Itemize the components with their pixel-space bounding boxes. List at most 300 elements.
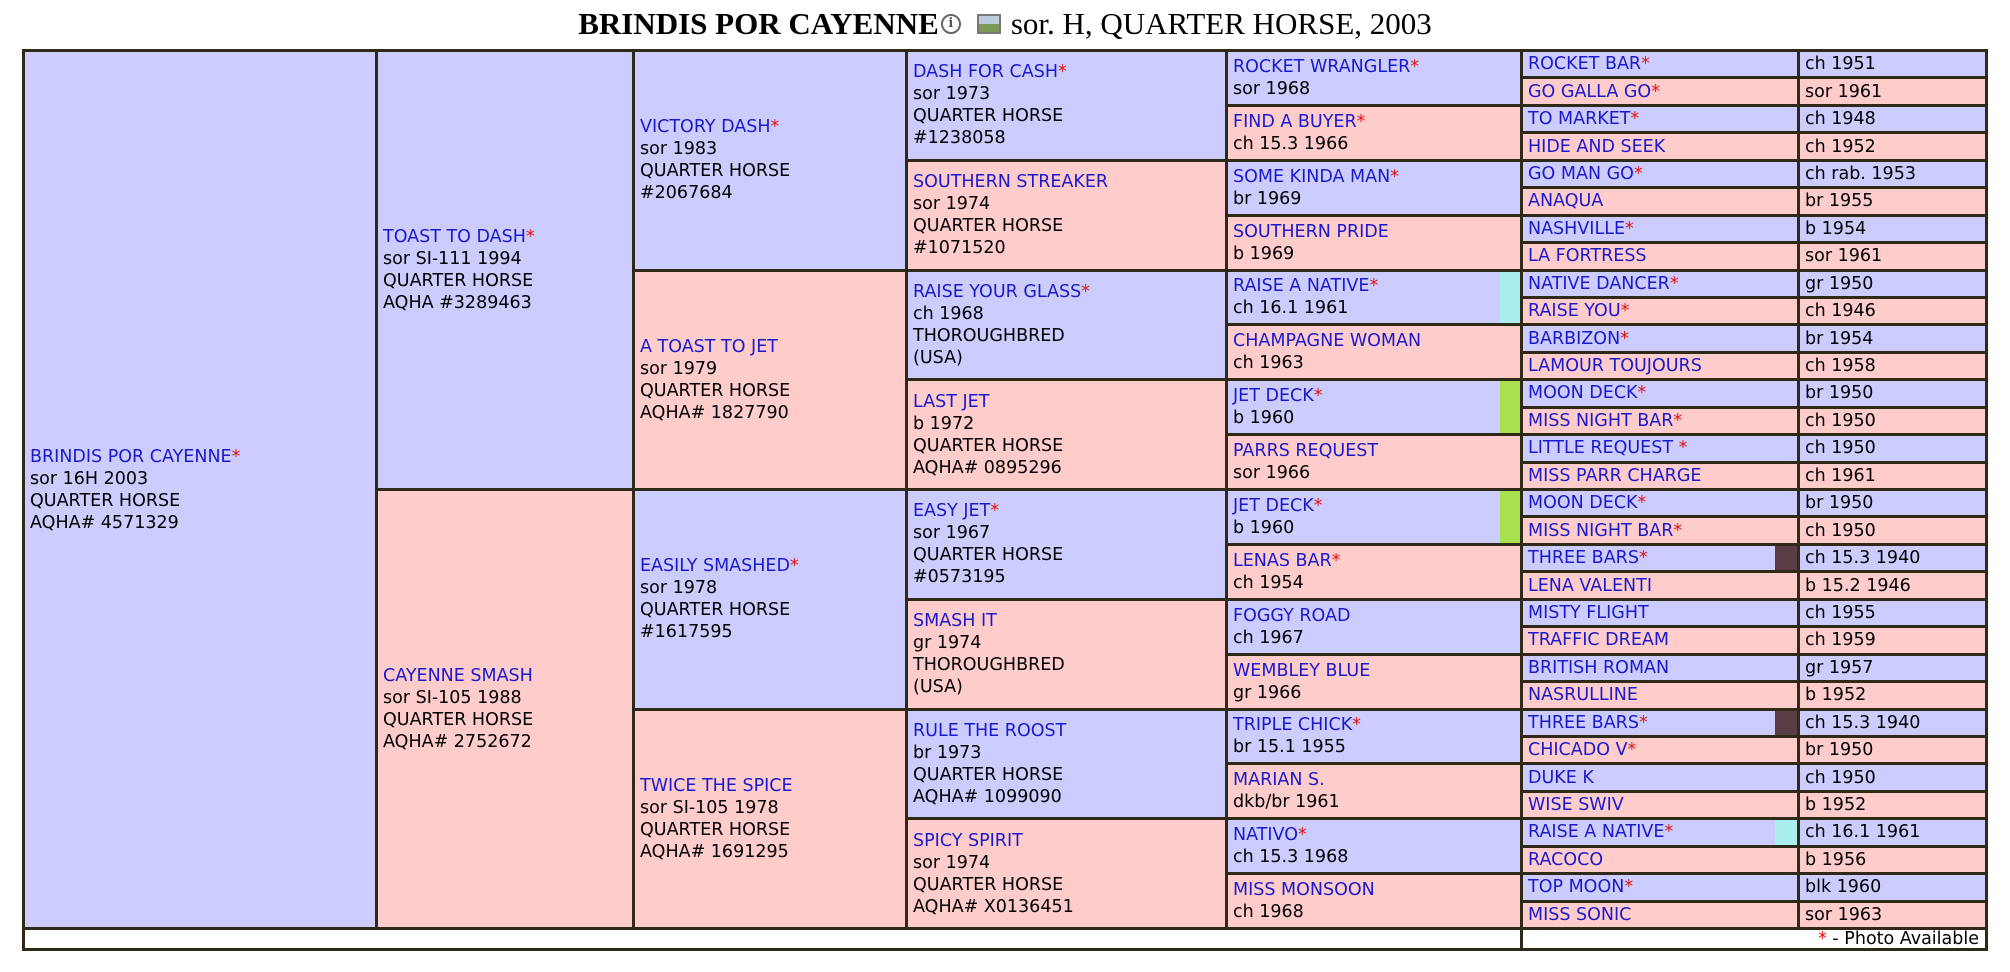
gen6-detail-cell (1800, 381, 1985, 405)
horse-name-link[interactable]: CAYENNE SMASH (383, 666, 533, 686)
horse-name-line (1233, 56, 1518, 78)
horse-detail: QUARTER HORSE (640, 380, 791, 401)
horse-name-line (1233, 385, 1518, 407)
horse-name-link[interactable]: DUKE K (1528, 767, 1594, 788)
gen6-name-cell[interactable] (1523, 518, 1797, 542)
gen6-detail-text: br 1955 (1805, 191, 1874, 212)
gen5-cell[interactable] (1228, 381, 1520, 433)
gen4-cell[interactable] (908, 272, 1225, 379)
gen5-cell[interactable] (1228, 52, 1520, 104)
gen6-name-cell[interactable] (1523, 79, 1797, 103)
horse-name-link[interactable]: A TOAST TO JET (640, 336, 778, 357)
horse-name-line (1528, 492, 1795, 514)
gen6-detail-text: br 1954 (1805, 328, 1874, 349)
horse-name-link[interactable]: TRAFFIC DREAM (1528, 630, 1669, 651)
gen6-entry (1528, 273, 1795, 295)
horse-name-line (913, 610, 1223, 632)
horse-detail: AQHA# 2752672 (383, 732, 532, 752)
gen1-cell[interactable] (25, 52, 375, 927)
horse-name-line (640, 336, 903, 358)
horse-name-link[interactable]: GO MAN GO (1528, 163, 1634, 184)
horse-name-line (1233, 879, 1518, 901)
horse-name-line (1528, 629, 1795, 651)
photo-star-icon: * (1641, 54, 1650, 75)
photo-star-icon: * (1313, 386, 1323, 407)
gen6-name-cell[interactable] (1523, 656, 1797, 680)
horse-detail: QUARTER HORSE (640, 819, 791, 840)
gen5-entry (1233, 385, 1518, 429)
horse-name-link[interactable]: JET DECK (1233, 386, 1314, 407)
gen6-name-cell[interactable] (1523, 491, 1797, 515)
gen6-detail-cell (1800, 518, 1985, 542)
horse-name-line (1528, 245, 1795, 267)
horse-name-link[interactable]: FIND A BUYER (1233, 111, 1357, 132)
gen6-entry (1528, 328, 1795, 350)
gen5-cell[interactable] (1228, 711, 1520, 763)
horse-name-link[interactable]: MISS NIGHT BAR (1528, 410, 1674, 431)
gen6-detail-text: ch 16.1 1961 (1805, 822, 1921, 843)
horse-name-link[interactable]: CHAMPAGNE WOMAN (1233, 331, 1422, 352)
gen6-entry (1528, 53, 1795, 75)
gen5-cell[interactable] (1228, 107, 1520, 159)
photo-star-icon: * (1651, 81, 1660, 102)
horse-name-link[interactable]: BRITISH ROMAN (1528, 657, 1670, 678)
horse-name-line (1528, 739, 1795, 761)
gen4-cell[interactable] (908, 381, 1225, 488)
gen5-entry (1233, 166, 1518, 210)
horse-name-line (1233, 111, 1518, 133)
gen6-detail-text: b 1954 (1805, 218, 1867, 239)
photo-star-icon: * (231, 446, 241, 467)
photo-star-icon: * (1630, 109, 1640, 130)
horse-name-link[interactable]: EASY JET (913, 501, 991, 522)
horse-name-link[interactable]: SOUTHERN STREAKER (913, 172, 1109, 193)
color-swatch (1500, 381, 1520, 433)
horse-detail: sor 16H 2003 (30, 468, 149, 489)
gen6-entry (1528, 794, 1795, 816)
horse-name-link[interactable]: MOON DECK (1528, 383, 1638, 404)
color-swatch (1775, 546, 1797, 570)
horse-name-line (1528, 767, 1795, 789)
gen5-entry (1233, 221, 1518, 265)
horse-detail: sor SI-111 1994 (383, 249, 522, 269)
gen5-entry (1233, 605, 1518, 649)
gen6-detail-text: sor 1961 (1805, 81, 1883, 102)
horse-detail: gr 1974 (913, 633, 982, 654)
horse-name-link[interactable]: MISS NIGHT BAR (1528, 520, 1674, 541)
horse-name-link[interactable]: TRIPLE CHICK (1233, 715, 1353, 736)
horse-name-line (1233, 166, 1518, 188)
horse-name-link[interactable]: EASILY SMASHED (640, 556, 790, 577)
gen6-name-cell[interactable] (1523, 875, 1797, 899)
horse-name-line (1233, 824, 1518, 846)
horse-detail: #0573195 (913, 567, 1006, 588)
gen6-entry (1528, 575, 1795, 597)
horse-name-line (1528, 218, 1795, 240)
gen4-cell[interactable] (908, 711, 1225, 818)
gen6-name-cell[interactable] (1523, 738, 1797, 762)
gen6-detail-text: ch 15.3 1940 (1805, 712, 1921, 733)
horse-name-link[interactable]: LENAS BAR (1233, 550, 1332, 571)
horse-detail: AQHA# X0136451 (913, 896, 1074, 917)
gen4-entry (913, 500, 1223, 588)
horse-name-link[interactable]: BRINDIS POR CAYENNE (30, 446, 232, 467)
footer-legend-cell (1523, 930, 1985, 948)
horse-detail: br 15.1 1955 (1233, 737, 1346, 758)
photo-star-icon: * (1638, 548, 1648, 569)
gen6-detail-text: br 1950 (1805, 740, 1874, 761)
gen6-entry (1528, 492, 1795, 514)
horse-name-link[interactable]: BARBIZON (1528, 328, 1621, 349)
horse-detail: ch 1968 (1233, 902, 1304, 923)
horse-name-line (1528, 355, 1795, 377)
gen4-entry (913, 281, 1223, 369)
horse-detail: QUARTER HORSE (913, 216, 1064, 237)
horse-name-link[interactable]: MISS PARR CHARGE (1528, 465, 1702, 486)
gen6-detail-text: ch 1958 (1805, 356, 1876, 377)
horse-detail: sor 1973 (913, 84, 991, 105)
horse-detail: br 1973 (913, 742, 982, 763)
horse-name-link[interactable]: NASRULLINE (1528, 685, 1638, 706)
gen6-entry (1528, 876, 1795, 898)
horse-name-link[interactable]: LENA VALENTI (1528, 575, 1653, 596)
gen1-entry (30, 446, 373, 534)
horse-name-line (1528, 465, 1795, 487)
horse-name-link[interactable]: ROCKET BAR (1528, 54, 1642, 75)
horse-name-line (913, 830, 1223, 852)
horse-name-line (1528, 81, 1795, 103)
gen6-detail-text: ch 15.3 1940 (1805, 548, 1921, 569)
horse-name-line (1233, 275, 1518, 297)
photo-star-icon: * (1624, 877, 1634, 898)
color-swatch (1500, 272, 1520, 324)
gen3-entry (640, 555, 903, 643)
gen6-name-cell[interactable] (1523, 546, 1797, 570)
gen6-name-cell[interactable] (1523, 381, 1797, 405)
photo-icon[interactable] (977, 14, 1001, 34)
horse-name-line (913, 391, 1223, 413)
gen4-cell[interactable] (908, 162, 1225, 269)
photo-star-icon: * (1313, 495, 1323, 516)
gen5-entry (1233, 714, 1518, 758)
horse-name-link[interactable]: WISE SWIV (1528, 795, 1624, 816)
gen6-name-cell[interactable] (1523, 162, 1797, 186)
horse-name-line (1528, 190, 1795, 212)
gen6-name-cell[interactable] (1523, 244, 1797, 268)
gen6-entry (1528, 547, 1795, 569)
gen3-cell[interactable] (635, 52, 905, 269)
horse-detail: AQHA# 1827790 (640, 402, 789, 423)
gen6-name-cell[interactable] (1523, 272, 1797, 296)
horse-name-link[interactable]: LITTLE REQUEST (1528, 438, 1679, 459)
gen6-detail-text: ch 1950 (1805, 438, 1876, 459)
horse-detail: #1071520 (913, 238, 1006, 259)
photo-star-icon: * (1390, 166, 1399, 187)
gen6-name-cell[interactable] (1523, 711, 1797, 735)
gen6-name-cell[interactable] (1523, 217, 1797, 241)
gen3-cell[interactable] (635, 711, 905, 928)
gen4-cell[interactable] (908, 601, 1225, 708)
horse-detail: QUARTER HORSE (913, 435, 1064, 456)
horse-name-link[interactable]: MOON DECK (1528, 493, 1638, 514)
gen3-entry (640, 336, 903, 424)
gen6-detail-text: sor 1961 (1805, 246, 1883, 267)
gen6-name-cell[interactable] (1523, 326, 1797, 350)
horse-name-link[interactable]: HIDE AND SEEK (1528, 136, 1666, 157)
horse-name-line (1528, 136, 1795, 158)
gen6-detail-text: gr 1950 (1805, 273, 1874, 294)
horse-name-link[interactable]: TO MARKET (1528, 109, 1631, 130)
gen5-cell[interactable] (1228, 656, 1520, 708)
gen6-entry (1528, 190, 1795, 212)
horse-name-line (1528, 382, 1795, 404)
gen5-cell[interactable] (1228, 875, 1520, 927)
horse-name-link[interactable]: RAISE YOUR GLASS (913, 281, 1082, 302)
horse-name-line (1233, 495, 1518, 517)
gen4-cell[interactable] (908, 820, 1225, 927)
gen5-cell[interactable] (1228, 765, 1520, 817)
horse-name-link[interactable]: SOME KINDA MAN (1233, 166, 1391, 187)
gen6-detail-text: ch 1951 (1805, 54, 1876, 75)
gen6-name-cell[interactable] (1523, 683, 1797, 707)
horse-detail: ch 15.3 1966 (1233, 133, 1349, 154)
horse-name-link[interactable]: MISS SONIC (1528, 904, 1632, 925)
gen6-name-cell[interactable] (1523, 765, 1797, 789)
gen5-cell[interactable] (1228, 436, 1520, 488)
horse-name-line (913, 171, 1223, 193)
horse-detail: THOROUGHBRED (913, 655, 1065, 676)
gen6-detail-cell (1800, 683, 1985, 707)
gen5-cell[interactable] (1228, 601, 1520, 653)
photo-star-icon: * (1678, 438, 1688, 459)
horse-name-line (1528, 328, 1795, 350)
gen6-name-cell[interactable] (1523, 628, 1797, 652)
horse-detail: QUARTER HORSE (30, 490, 181, 511)
gen6-detail-text: ch 1948 (1805, 109, 1876, 130)
horse-name-link[interactable]: LAMOUR TOUJOURS (1528, 356, 1702, 377)
horse-detail: QUARTER HORSE (383, 710, 534, 730)
gen2-entry (383, 665, 630, 753)
horse-name-link[interactable]: MISTY FLIGHT (1528, 602, 1649, 623)
horse-name-link[interactable]: PARRS REQUEST (1233, 441, 1379, 462)
horse-detail: AQHA# 0895296 (913, 457, 1062, 478)
gen6-entry (1528, 520, 1795, 542)
gen6-detail-text: ch 1950 (1805, 767, 1876, 788)
gen5-cell[interactable] (1228, 217, 1520, 269)
horse-name-link[interactable]: THREE BARS (1528, 712, 1639, 733)
info-icon[interactable]: i (941, 14, 961, 34)
horse-name-line (1233, 714, 1518, 736)
gen6-detail-cell (1800, 738, 1985, 762)
horse-info-title: sor. H, QUARTER HORSE, 2003 (1010, 6, 1432, 41)
horse-name-link[interactable]: JET DECK (1233, 495, 1314, 516)
gen6-name-cell[interactable] (1523, 52, 1797, 76)
horse-name-line (640, 116, 903, 138)
horse-name-link[interactable]: RAISE YOU (1528, 301, 1621, 322)
gen6-entry (1528, 739, 1795, 761)
horse-name-line (1528, 300, 1795, 322)
horse-name-link[interactable]: NATIVO (1233, 825, 1298, 846)
horse-detail: AQHA #3289463 (383, 293, 532, 313)
horse-detail: QUARTER HORSE (913, 545, 1064, 566)
gen5-cell[interactable] (1228, 491, 1520, 543)
gen5-cell[interactable] (1228, 272, 1520, 324)
gen6-detail-cell (1800, 436, 1985, 460)
photo-star-icon: * (1620, 301, 1630, 322)
horse-detail: sor 1966 (1233, 463, 1311, 484)
gen6-detail-cell (1800, 793, 1985, 817)
gen4-entry (913, 61, 1223, 149)
gen5-entry (1233, 440, 1518, 484)
horse-name-link[interactable]: TWICE THE SPICE (640, 775, 793, 796)
gen5-entry (1233, 660, 1518, 704)
horse-name-link[interactable]: WEMBLEY BLUE (1233, 660, 1371, 681)
gen5-cell[interactable] (1228, 820, 1520, 872)
horse-detail: br 1969 (1233, 188, 1302, 209)
horse-detail: dkb/br 1961 (1233, 792, 1340, 813)
gen6-name-cell[interactable] (1523, 601, 1797, 625)
horse-detail: (USA) (913, 677, 963, 698)
photo-legend (1818, 930, 1979, 948)
horse-name-link[interactable]: LAST JET (913, 391, 990, 412)
gen4-cell[interactable] (908, 52, 1225, 159)
gen6-entry (1528, 821, 1795, 843)
horse-detail: QUARTER HORSE (640, 161, 791, 182)
gen6-name-cell[interactable] (1523, 134, 1797, 158)
gen6-detail-cell (1800, 903, 1985, 927)
gen5-entry (1233, 769, 1518, 813)
horse-name-link[interactable]: RACOCO (1528, 849, 1604, 870)
color-swatch (1500, 491, 1520, 543)
gen6-detail-cell (1800, 107, 1985, 131)
horse-detail: b 1960 (1233, 517, 1295, 538)
horse-detail: sor 1967 (913, 523, 991, 544)
gen6-name-cell[interactable] (1523, 299, 1797, 323)
horse-name-link[interactable]: ANAQUA (1528, 191, 1604, 212)
gen6-detail-text: ch 1952 (1805, 136, 1876, 157)
gen6-name-cell[interactable] (1523, 903, 1797, 927)
gen6-detail-cell (1800, 546, 1985, 570)
gen6-detail-text: br 1950 (1805, 493, 1874, 514)
photo-star-icon: * (1356, 111, 1366, 132)
horse-name-line (1528, 876, 1795, 898)
horse-detail: #1238058 (913, 128, 1006, 149)
horse-name-link[interactable]: VICTORY DASH (640, 117, 771, 138)
horse-name-link[interactable]: FOGGY ROAD (1233, 605, 1351, 626)
horse-name-link[interactable]: TOAST TO DASH (383, 227, 526, 247)
horse-name-line (640, 555, 903, 577)
photo-star-icon: * (1620, 328, 1629, 349)
gen5-cell[interactable] (1228, 326, 1520, 378)
photo-legend-text: - Photo Available (1826, 930, 1979, 948)
gen5-cell[interactable] (1228, 162, 1520, 214)
horse-name-link[interactable]: NASHVILLE (1528, 218, 1626, 239)
horse-name-line (1233, 221, 1518, 243)
gen6-entry (1528, 629, 1795, 651)
gen6-name-cell[interactable] (1523, 464, 1797, 488)
photo-star-icon: * (1673, 520, 1683, 541)
gen6-detail-cell (1800, 134, 1985, 158)
horse-name-link[interactable]: RAISE A NATIVE (1528, 822, 1665, 843)
gen6-name-cell[interactable] (1523, 189, 1797, 213)
gen6-name-cell[interactable] (1523, 409, 1797, 433)
gen6-name-cell[interactable] (1523, 848, 1797, 872)
gen5-entry (1233, 275, 1518, 319)
gen6-name-cell[interactable] (1523, 354, 1797, 378)
gen2-entry (383, 226, 630, 314)
horse-detail: ch 1954 (1233, 572, 1304, 593)
photo-star-icon: * (1298, 825, 1307, 846)
gen6-detail-text: ch 1946 (1805, 301, 1876, 322)
gen6-name-cell[interactable] (1523, 793, 1797, 817)
gen6-entry (1528, 684, 1795, 706)
horse-name-line (1233, 660, 1518, 682)
gen6-name-cell[interactable] (1523, 573, 1797, 597)
gen6-name-cell[interactable] (1523, 436, 1797, 460)
gen3-cell[interactable] (635, 272, 905, 489)
gen6-entry (1528, 163, 1795, 185)
gen6-detail-cell (1800, 244, 1985, 268)
horse-name-link[interactable]: MARIAN S. (1233, 770, 1325, 791)
horse-detail: #2067684 (640, 183, 733, 204)
horse-detail: sor 1974 (913, 852, 991, 873)
horse-name-link[interactable]: TOP MOON (1528, 877, 1625, 898)
horse-name-link[interactable]: SMASH IT (913, 611, 997, 632)
gen6-entry (1528, 904, 1795, 926)
horse-name-link[interactable]: RULE THE ROOST (913, 720, 1067, 741)
horse-name-link[interactable]: GO GALLA GO (1528, 81, 1652, 102)
gen4-cell[interactable] (908, 491, 1225, 598)
horse-name-line (1528, 53, 1795, 75)
horse-name-line (383, 226, 630, 248)
gen6-entry (1528, 355, 1795, 377)
photo-star-icon: * (1638, 712, 1648, 733)
gen6-entry (1528, 300, 1795, 322)
gen6-name-cell[interactable] (1523, 820, 1797, 844)
color-swatch (1775, 711, 1797, 735)
photo-star-icon: * (1081, 281, 1090, 302)
horse-detail: QUARTER HORSE (913, 764, 1064, 785)
horse-name-line (1528, 821, 1795, 843)
gen5-cell[interactable] (1228, 546, 1520, 598)
horse-name-link[interactable]: THREE BARS (1528, 548, 1639, 569)
gen2-cell[interactable] (378, 52, 632, 488)
photo-star-icon: * (1331, 550, 1341, 571)
gen6-name-cell[interactable] (1523, 107, 1797, 131)
horse-name-link[interactable]: RAISE A NATIVE (1233, 276, 1370, 297)
horse-name-link[interactable]: LA FORTRESS (1528, 246, 1647, 267)
color-swatch (1775, 820, 1797, 844)
horse-name-link[interactable]: CHICADO V (1528, 740, 1628, 761)
horse-name-link[interactable]: SOUTHERN PRIDE (1233, 221, 1389, 242)
gen6-entry (1528, 81, 1795, 103)
horse-name-link[interactable]: SPICY SPIRIT (913, 830, 1023, 851)
gen6-entry (1528, 382, 1795, 404)
horse-name-line (913, 61, 1223, 83)
gen3-cell[interactable] (635, 491, 905, 708)
horse-detail: AQHA# 4571329 (30, 512, 179, 533)
gen6-entry (1528, 657, 1795, 679)
horse-name-link[interactable]: ROCKET WRANGLER (1233, 56, 1411, 77)
horse-name-link[interactable]: NATIVE DANCER (1528, 273, 1670, 294)
horse-name-link[interactable]: DASH FOR CASH (913, 62, 1058, 83)
gen4-entry (913, 830, 1223, 918)
horse-detail: b 1972 (913, 413, 975, 434)
gen4-entry (913, 391, 1223, 479)
horse-name-link[interactable]: MISS MONSOON (1233, 880, 1375, 901)
horse-detail: ch 1968 (913, 303, 984, 324)
gen2-cell[interactable] (378, 491, 632, 927)
